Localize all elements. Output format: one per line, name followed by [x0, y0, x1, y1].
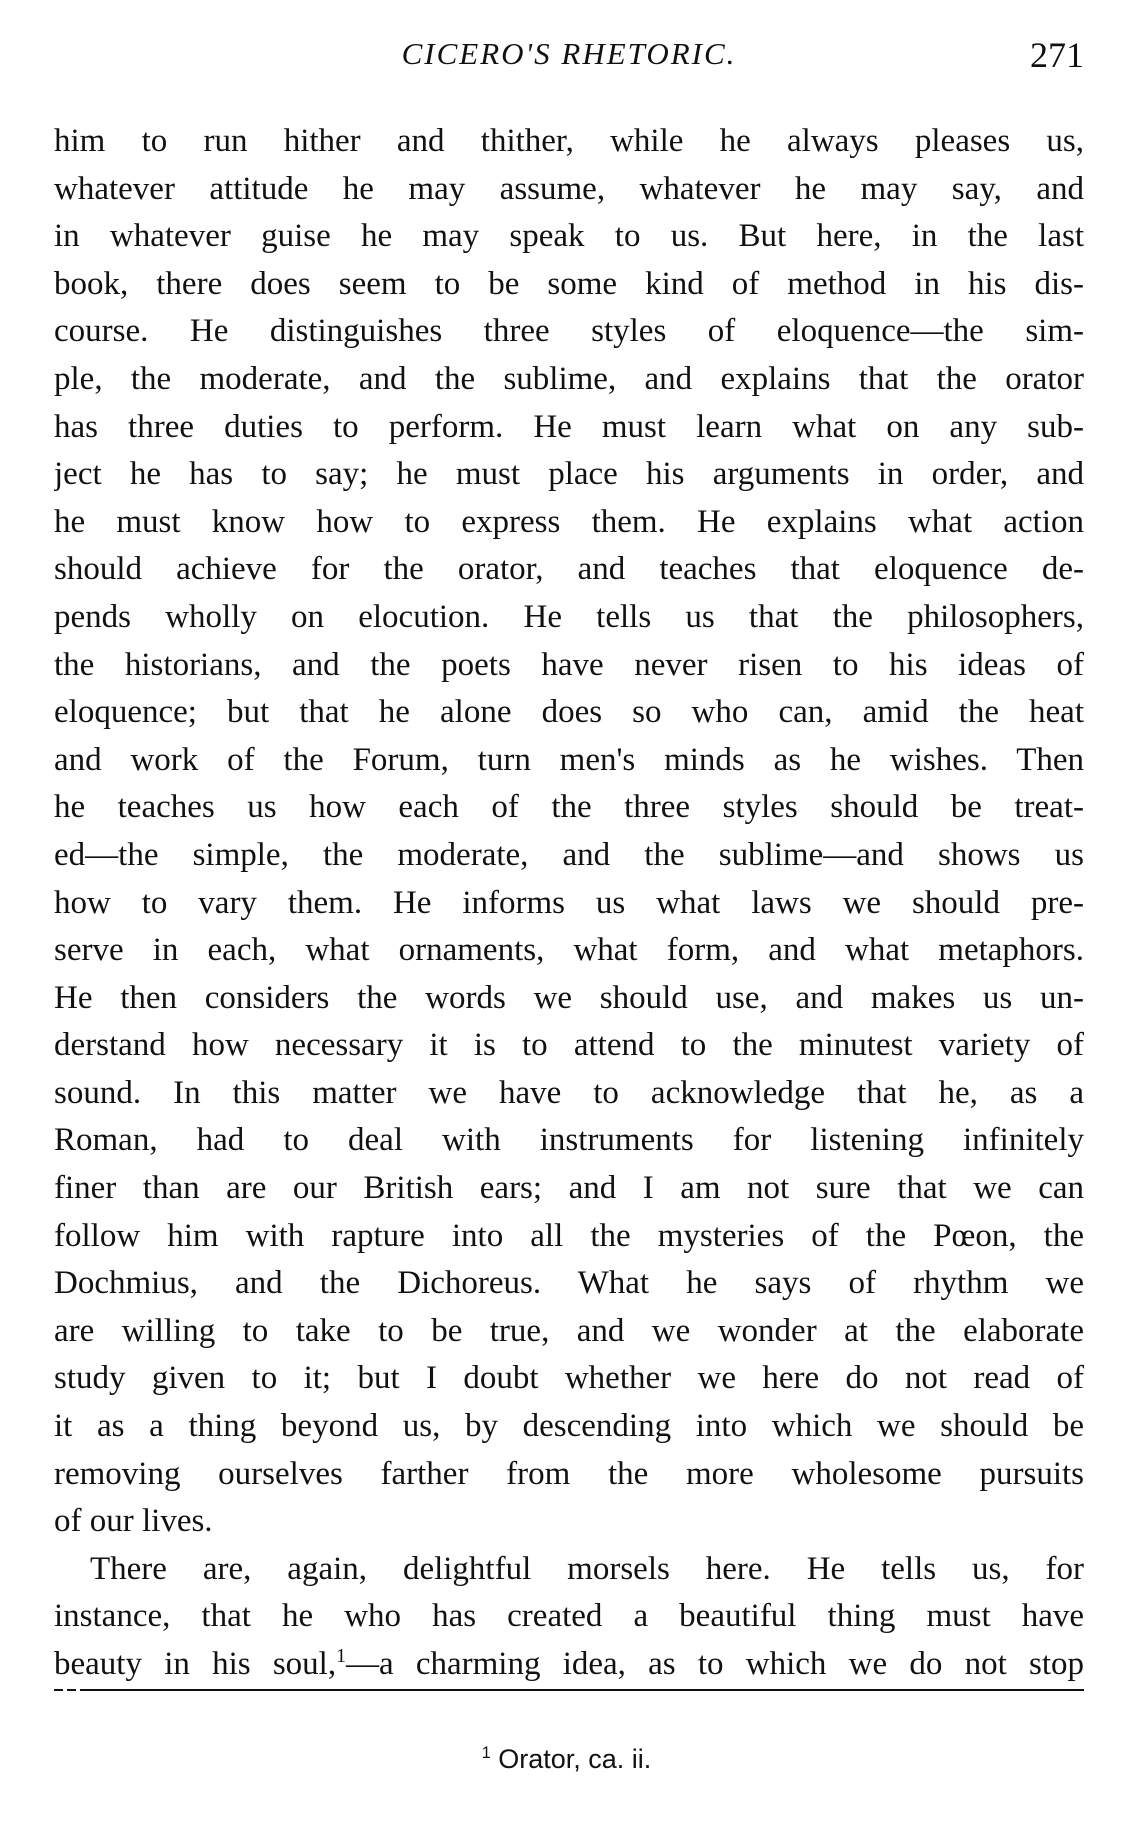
text-line: whatever attitude he may assume, whatever he may say, and — [54, 170, 1084, 207]
text-line: Roman, had to deal with instruments for listening infinitely — [54, 1122, 1084, 1159]
text-line: he teaches us how each of the three styles should be treat- — [54, 789, 1084, 826]
footnote-rule-dashes — [54, 1689, 80, 1691]
text-line: derstand how necessary it is to attend to the minutest variety of — [54, 1027, 1084, 1064]
footnote-text: Orator, ca. ii. — [498, 1744, 652, 1774]
text-line: eloquence; but that he alone does so who can, amid the heat — [54, 694, 1084, 731]
text-line: instance, that he who has created a beautiful thing must have — [54, 1598, 1084, 1635]
text-line: should achieve for the orator, and teaches that eloquence de- — [54, 551, 1084, 588]
text-line: are willing to take to be true, and we wonder at the elaborate — [54, 1312, 1084, 1349]
text-line: study given to it; but I doubt whether we here do not read of — [54, 1360, 1084, 1397]
text-line: and work of the Forum, turn men's minds as he wishes. Then — [54, 741, 1084, 778]
text-line-part: beauty in his soul, — [54, 1646, 337, 1682]
footnote-reference[interactable]: 1 — [336, 1645, 346, 1667]
text-line-with-footnote-ref — [54, 1641, 1084, 1689]
text-line: removing ourselves farther from the more wholesome pursuits — [54, 1455, 1084, 1492]
rule-dash — [67, 1689, 76, 1691]
running-title: CICERO'S RHETORIC. — [401, 36, 737, 71]
text-line: book, there does seem to be some kind of method in his dis- — [54, 265, 1084, 302]
text-line: in whatever guise he may speak to us. But here, in the last — [54, 218, 1084, 255]
text-line-dash: — — [345, 1646, 379, 1682]
footnote-rule — [54, 1689, 1084, 1691]
text-line: serve in each, what ornaments, what form, and what metaphors. — [54, 932, 1084, 969]
text-line: course. He distinguishes three styles of eloquence—the sim- — [54, 313, 1084, 350]
text-line: There are, again, delightful morsels here. He tells us, for — [90, 1550, 1084, 1587]
text-line: how to vary them. He informs us what laws we should pre- — [54, 884, 1084, 921]
text-line: ple, the moderate, and the sublime, and explains that the orator — [54, 360, 1084, 397]
text-line: pends wholly on elocution. He tells us that the philosophers, — [54, 598, 1084, 635]
text-line: sound. In this matter we have to acknowledge that he, as a — [54, 1074, 1084, 1111]
text-line: the historians, and the poets have never risen to his ideas of — [54, 646, 1084, 683]
text-line: has three duties to perform. He must learn what on any sub- — [54, 408, 1084, 445]
footnote-marker: 1 — [481, 1744, 491, 1762]
text-line: it as a thing beyond us, by descending into which we should be — [54, 1408, 1084, 1445]
running-head — [54, 36, 1084, 86]
text-line: him to run hither and thither, while he always pleases us, — [54, 123, 1084, 159]
page-number: 271 — [1030, 35, 1084, 75]
text-line: of our lives. — [54, 1503, 213, 1540]
body-text — [54, 118, 1084, 1689]
rule-dash — [54, 1689, 63, 1691]
text-line: follow him with rapture into all the mysteries of the Pœon, the — [54, 1217, 1084, 1254]
text-line: He then considers the words we should use, and makes us un- — [54, 979, 1084, 1016]
text-line: ject he has to say; he must place his arguments in order, and — [54, 456, 1084, 493]
footnote — [0, 1744, 1133, 1775]
text-line: finer than are our British ears; and I am not sure that we can — [54, 1170, 1084, 1207]
text-line: Dochmius, and the Dichoreus. What he says of rhythm we — [54, 1265, 1084, 1302]
text-line: ed—the simple, the moderate, and the sublime—and shows us — [54, 836, 1084, 873]
text-line: he must know how to express them. He explains what action — [54, 503, 1084, 540]
text-line-part: a charming idea, as to which we do not stop — [378, 1646, 1084, 1682]
